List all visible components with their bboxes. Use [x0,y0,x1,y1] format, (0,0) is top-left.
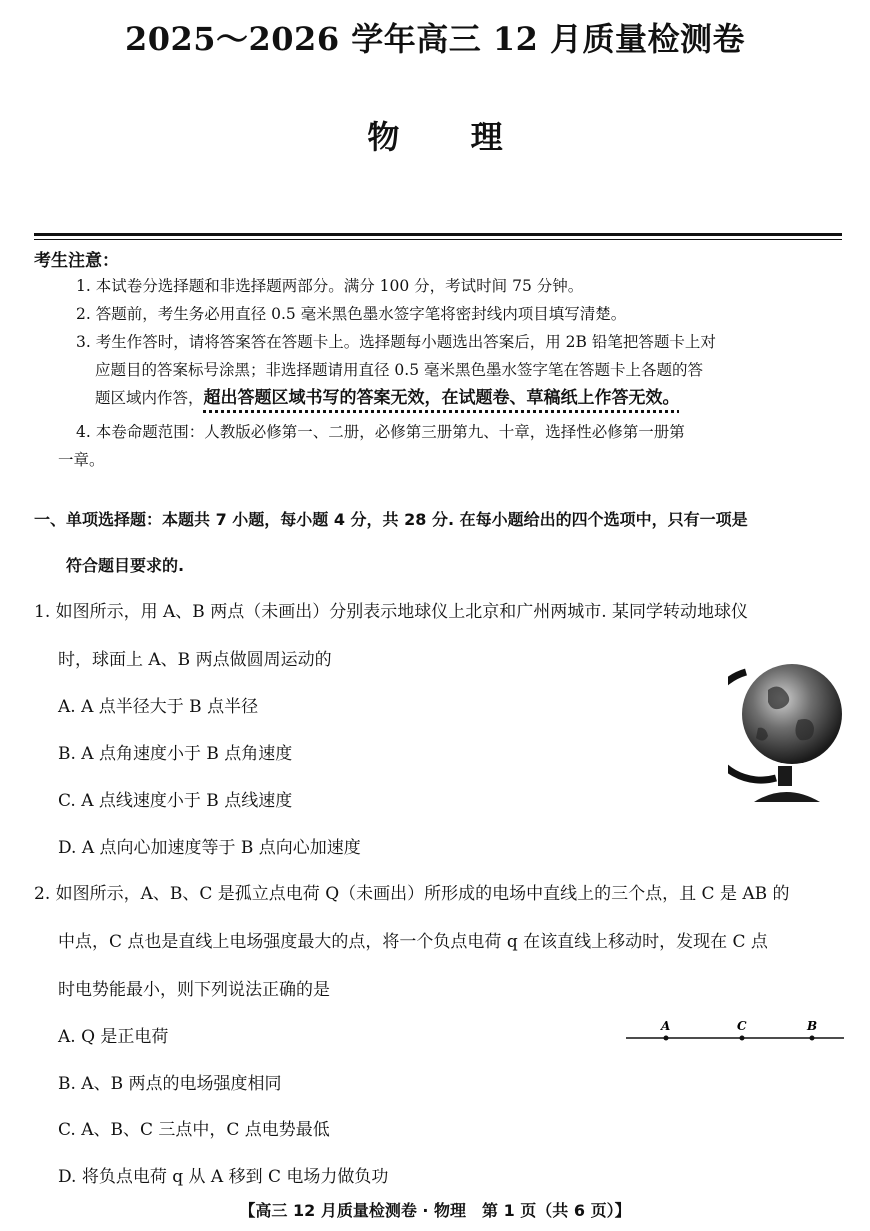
q1-option-b: B. A 点角速度小于 B 点角速度 [58,744,293,764]
header-rule-thick [34,233,842,236]
globe-sphere [742,664,842,764]
subject-title: 物 理 [367,118,503,156]
notice-heading: 考生注意： [34,251,119,271]
point-c-label: C [737,1019,747,1033]
q2-option-c: C. A、B、C 三点中，C 点电势最低 [58,1120,330,1140]
globe-base [754,792,820,802]
q1-option-c: C. A 点线速度小于 B 点线速度 [58,791,293,811]
section-1-heading: 一、单项选择题：本题共 7 小题，每小题 4 分，共 28 分. 在每小题给出的四个选项中，只有一项是 [34,510,748,529]
exam-title: 2025～2026 学年高三 12 月质量检测卷 [124,20,746,58]
q2-stem-line-1: 2. 如图所示，A、B、C 是孤立点电荷 Q（未画出）所形成的电场中直线上的三个点，且 C 是 AB 的 [34,884,790,904]
notice-item-2: 2. 答题前，考生务必用直径 0.5 毫米黑色墨水签字笔将密封线内项目填写清楚。 [76,305,627,323]
notice-item-3-line-1: 3. 考生作答时，请将答案答在答题卡上。选择题每小题选出答案后，用 2B 铅笔把答题卡上对 [76,333,716,351]
q2-stem-line-2: 中点，C 点也是直线上电场强度最大的点，将一个负点电荷 q 在该直线上移动时，发现在 C 点 [58,932,768,952]
q2-stem-line-3: 时电势能最小，则下列说法正确的是 [58,980,330,1000]
notice-item-4-line-1: 4. 本卷命题范围：人教版必修第一、二册，必修第三册第九、十章，选择性必修第一册第 [76,423,685,441]
point-a-label: A [661,1019,671,1033]
q2-option-b: B. A、B 两点的电场强度相同 [58,1074,282,1094]
point-c-dot [740,1036,745,1041]
notice-item-3-line-3 [95,384,680,412]
globe-figure [728,650,848,806]
point-b-dot [810,1036,815,1041]
header-rule-thin [34,239,842,240]
q2-option-a: A. Q 是正电荷 [58,1027,169,1047]
section-1-heading-cont: 符合题目要求的. [66,556,185,575]
q1-option-a: A. A 点半径大于 B 点半径 [58,697,259,717]
point-a-dot [664,1036,669,1041]
notice-emphasis: 超出答题区域书写的答案无效，在试题卷、草稿纸上作答无效。 [203,388,680,408]
notice-item-3-line-3-text: 题区域内作答， [95,389,204,407]
page-footer: 【高三 12 月质量检测卷 · 物理 第 1 页（共 6 页）】 [239,1201,631,1220]
q1-stem-line-2: 时，球面上 A、B 两点做圆周运动的 [58,650,332,670]
notice-item-1: 1. 本试卷分选择题和非选择题两部分。满分 100 分，考试时间 75 分钟。 [76,277,584,295]
notice-item-4-line-2: 一章。 [58,451,105,469]
q2-option-d: D. 将负点电荷 q 从 A 移到 C 电场力做负功 [58,1167,389,1187]
q1-stem-line-1: 1. 如图所示，用 A、B 两点（未画出）分别表示地球仪上北京和广州两城市. 某同学转动地球仪 [34,602,749,622]
globe-stem [778,766,792,786]
line-diagram [624,1012,846,1048]
notice-item-3-line-2: 应题目的答案标号涂黑；非选择题请用直径 0.5 毫米黑色墨水签字笔在答题卡上各题的答 [95,361,704,379]
q1-option-d: D. A 点向心加速度等于 B 点向心加速度 [58,838,361,858]
point-b-label: B [807,1019,818,1033]
